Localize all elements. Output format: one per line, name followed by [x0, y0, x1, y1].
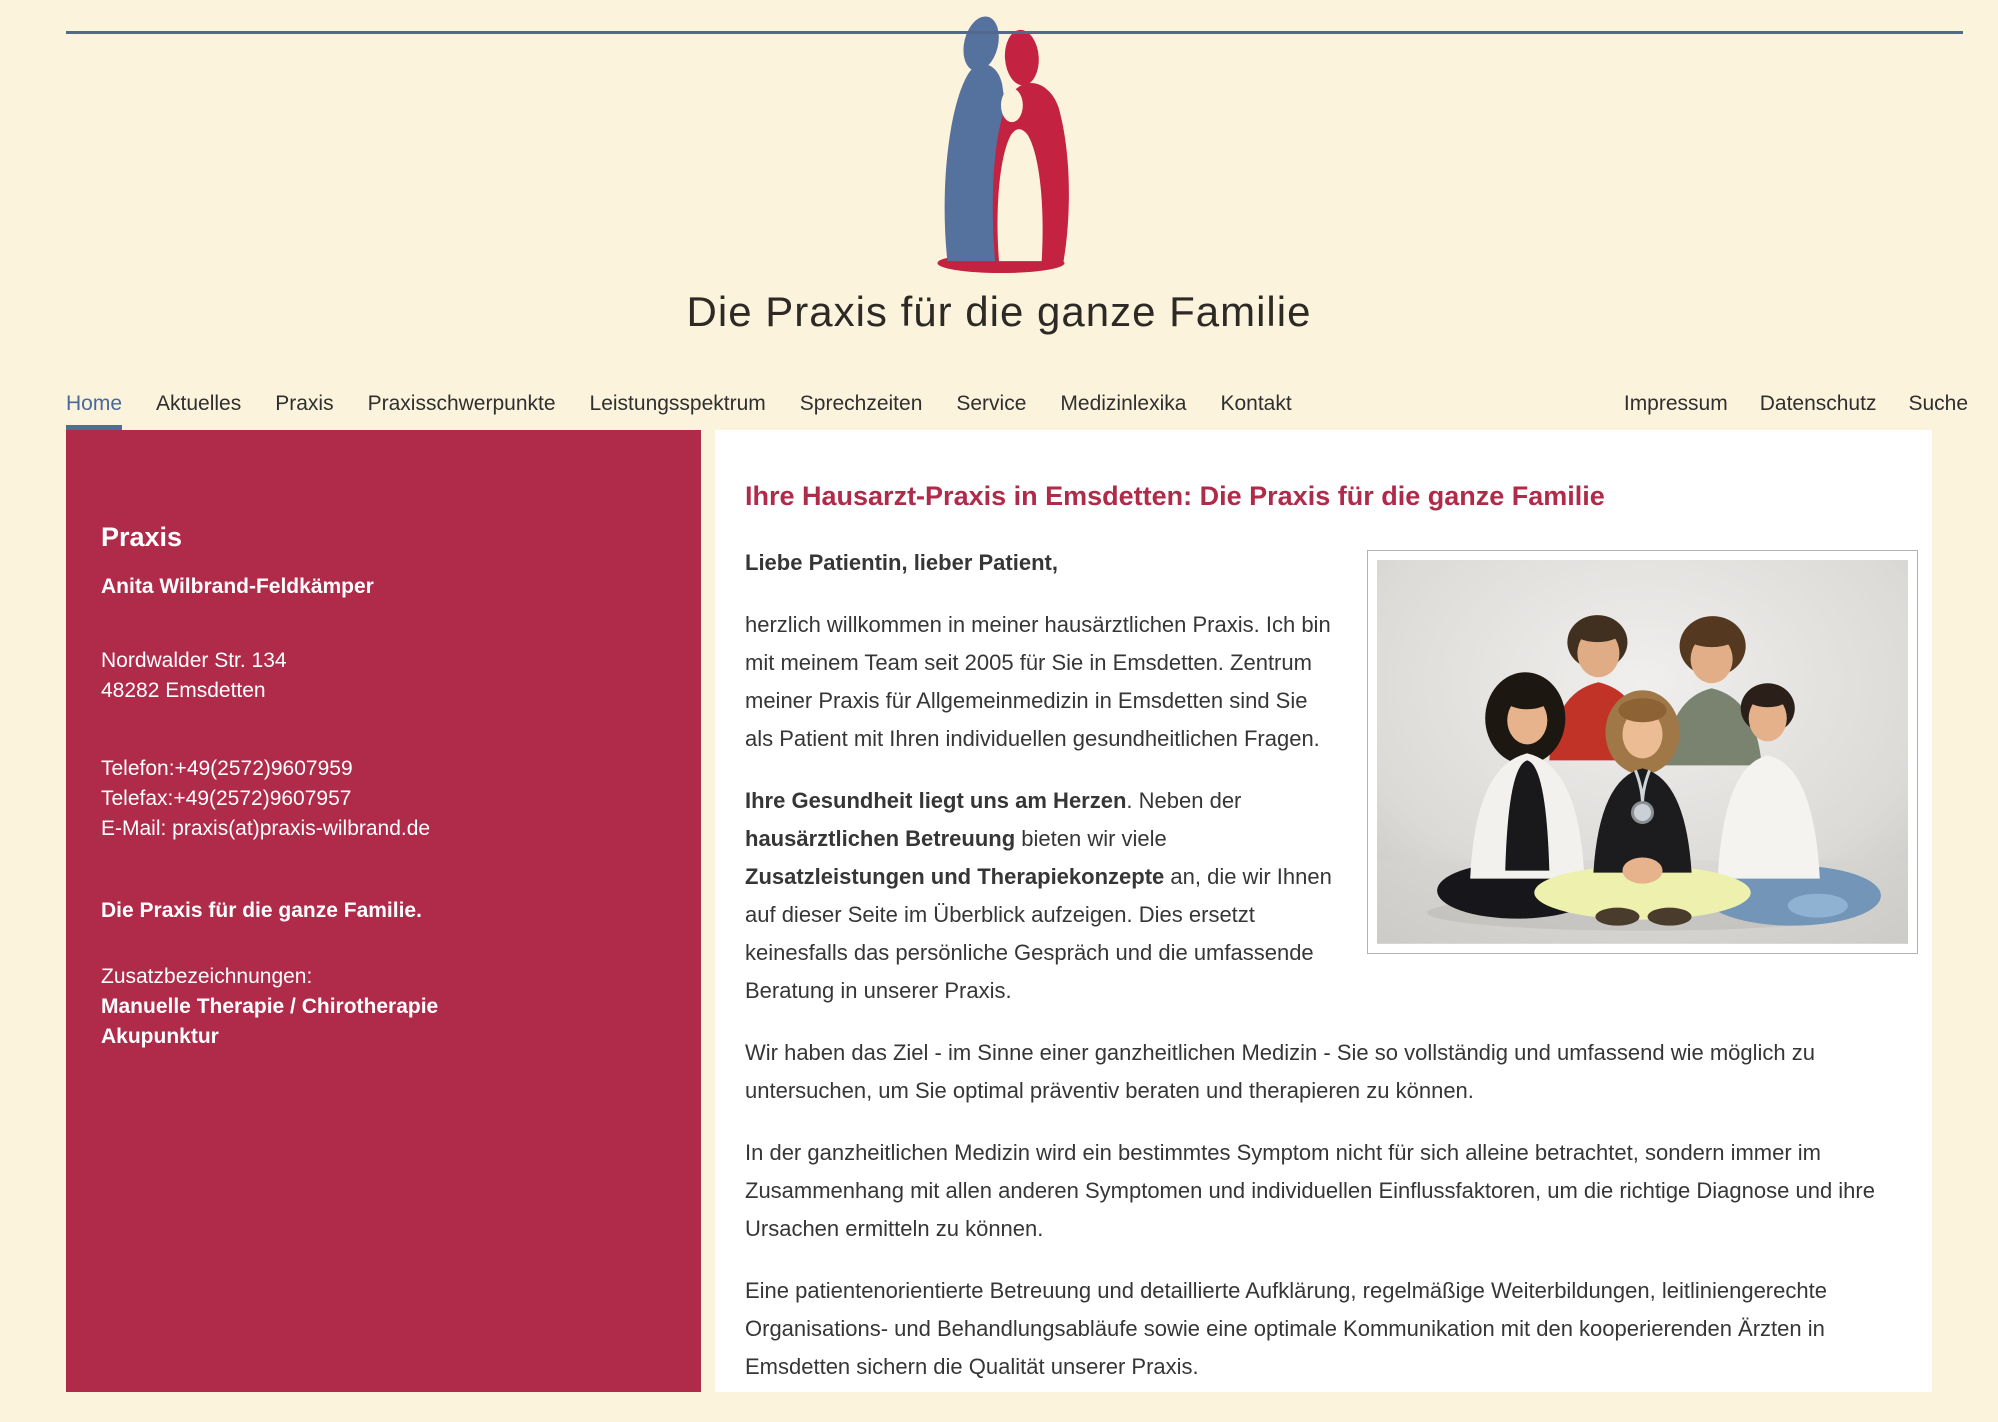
main-content — [715, 430, 1932, 1392]
practice-slogan: Die Praxis für die ganze Familie. — [101, 899, 422, 922]
qualification-item: Akupunktur — [101, 1025, 219, 1048]
header-divider — [66, 31, 1963, 34]
text-segment: an, die wir Ihnen auf dieser Seite im Überblick aufzeigen. Dies ersetzt keinesfalls das persönliche Gespräch und die umfassende Beratung in unserer Praxis. — [745, 864, 1332, 1003]
team-photo-image — [1377, 560, 1908, 944]
team-photo — [1367, 550, 1918, 954]
family-figures-icon — [909, 8, 1089, 276]
nav-item-impressum[interactable]: Impressum — [1623, 392, 1728, 415]
qualification-item: Manuelle Therapie / Chirotherapie — [101, 995, 439, 1018]
paragraph-goal: Wir haben das Ziel - im Sinne einer ganzheitlichen Medizin - Sie so vollständig und umfassend wie möglich zu untersuchen, um Sie optimal präventiv beraten und therapieren zu können. — [745, 1040, 1815, 1103]
nav-secondary-group — [1624, 392, 1968, 430]
qualifications-label: Zusatzbezeichnungen: — [101, 965, 313, 988]
nav-item-medizinlexika[interactable]: Medizinlexika — [1060, 392, 1187, 415]
paragraph-holistic: In der ganzheitlichen Medizin wird ein bestimmtes Symptom nicht für sich alleine betrachtet, sondern immer im Zusammenhang mit allen anderen Symptomen und individuellen Einflussfaktoren, um die richtige Diagnose und ihre Ursachen ermitteln zu können. — [745, 1140, 1875, 1241]
address-city: 48282 Emsdetten — [101, 679, 266, 702]
page-title: Ihre Hausarzt-Praxis in Emsdetten: Die Praxis für die ganze Familie — [745, 481, 1605, 511]
site-header — [0, 0, 1998, 336]
text-segment: bieten wir viele — [1015, 826, 1167, 851]
additional-qualifications — [101, 962, 671, 1052]
main-navigation — [66, 392, 1968, 430]
address-street: Nordwalder Str. 134 — [101, 649, 287, 672]
practice-contact — [101, 754, 671, 844]
phone-line: Telefon:+49(2572)9607959 — [101, 757, 353, 780]
practice-logo[interactable] — [909, 8, 1089, 276]
nav-item-kontakt[interactable]: Kontakt — [1220, 392, 1292, 415]
nav-item-leistungsspektrum[interactable]: Leistungsspektrum — [589, 392, 766, 415]
practice-address — [101, 646, 671, 706]
text-segment: . Neben der — [1126, 788, 1242, 813]
paragraph-quality: Eine patientenorientierte Betreuung und detaillierte Aufklärung, regelmäßige Weiterbildungen, leitliniengerechte Organisations- und Behandlungsabläufe sowie eine optimale Kommunikation mit den kooperierenden Ärzten in Emsdetten sichern die Qualität unserer Praxis. — [745, 1278, 1827, 1379]
nav-item-home[interactable]: Home — [66, 392, 122, 430]
sidebar — [66, 430, 701, 1392]
sidebar-title: Praxis — [101, 522, 183, 552]
email-line: E-Mail: praxis(at)praxis-wilbrand.de — [101, 817, 431, 840]
paragraph-welcome: herzlich willkommen in meiner hausärztlichen Praxis. Ich bin mit meinem Team seit 2005 für Sie in Emsdetten. Zentrum meiner Praxis für Allgemeinmedizin in Emsdetten sind Sie als Patient mit Ihren individuellen gesundheitlichen Fragen. — [745, 612, 1331, 751]
salutation: Liebe Patientin, lieber Patient, — [745, 550, 1058, 575]
nav-primary-group — [66, 392, 1292, 430]
nav-item-aktuelles[interactable]: Aktuelles — [156, 392, 242, 415]
site-tagline: Die Praxis für die ganze Familie — [686, 288, 1312, 335]
nav-item-praxis[interactable]: Praxis — [275, 392, 334, 415]
nav-item-datenschutz[interactable]: Datenschutz — [1759, 392, 1877, 415]
practice-owner-name: Anita Wilbrand-Feldkämper — [101, 575, 374, 598]
nav-item-suche[interactable]: Suche — [1908, 392, 1968, 415]
page-body — [66, 430, 1932, 1392]
text-segment: Zusatzleistungen und Therapiekonzepte — [745, 864, 1165, 889]
fax-line: Telefax:+49(2572)9607957 — [101, 787, 352, 810]
nav-item-sprechzeiten[interactable]: Sprechzeiten — [799, 392, 923, 415]
nav-item-praxisschwerpunkte[interactable]: Praxisschwerpunkte — [367, 392, 556, 415]
text-segment: Ihre Gesundheit liegt uns am Herzen — [745, 788, 1127, 813]
nav-item-service[interactable]: Service — [956, 392, 1027, 415]
text-segment: hausärztlichen Betreuung — [745, 826, 1016, 851]
